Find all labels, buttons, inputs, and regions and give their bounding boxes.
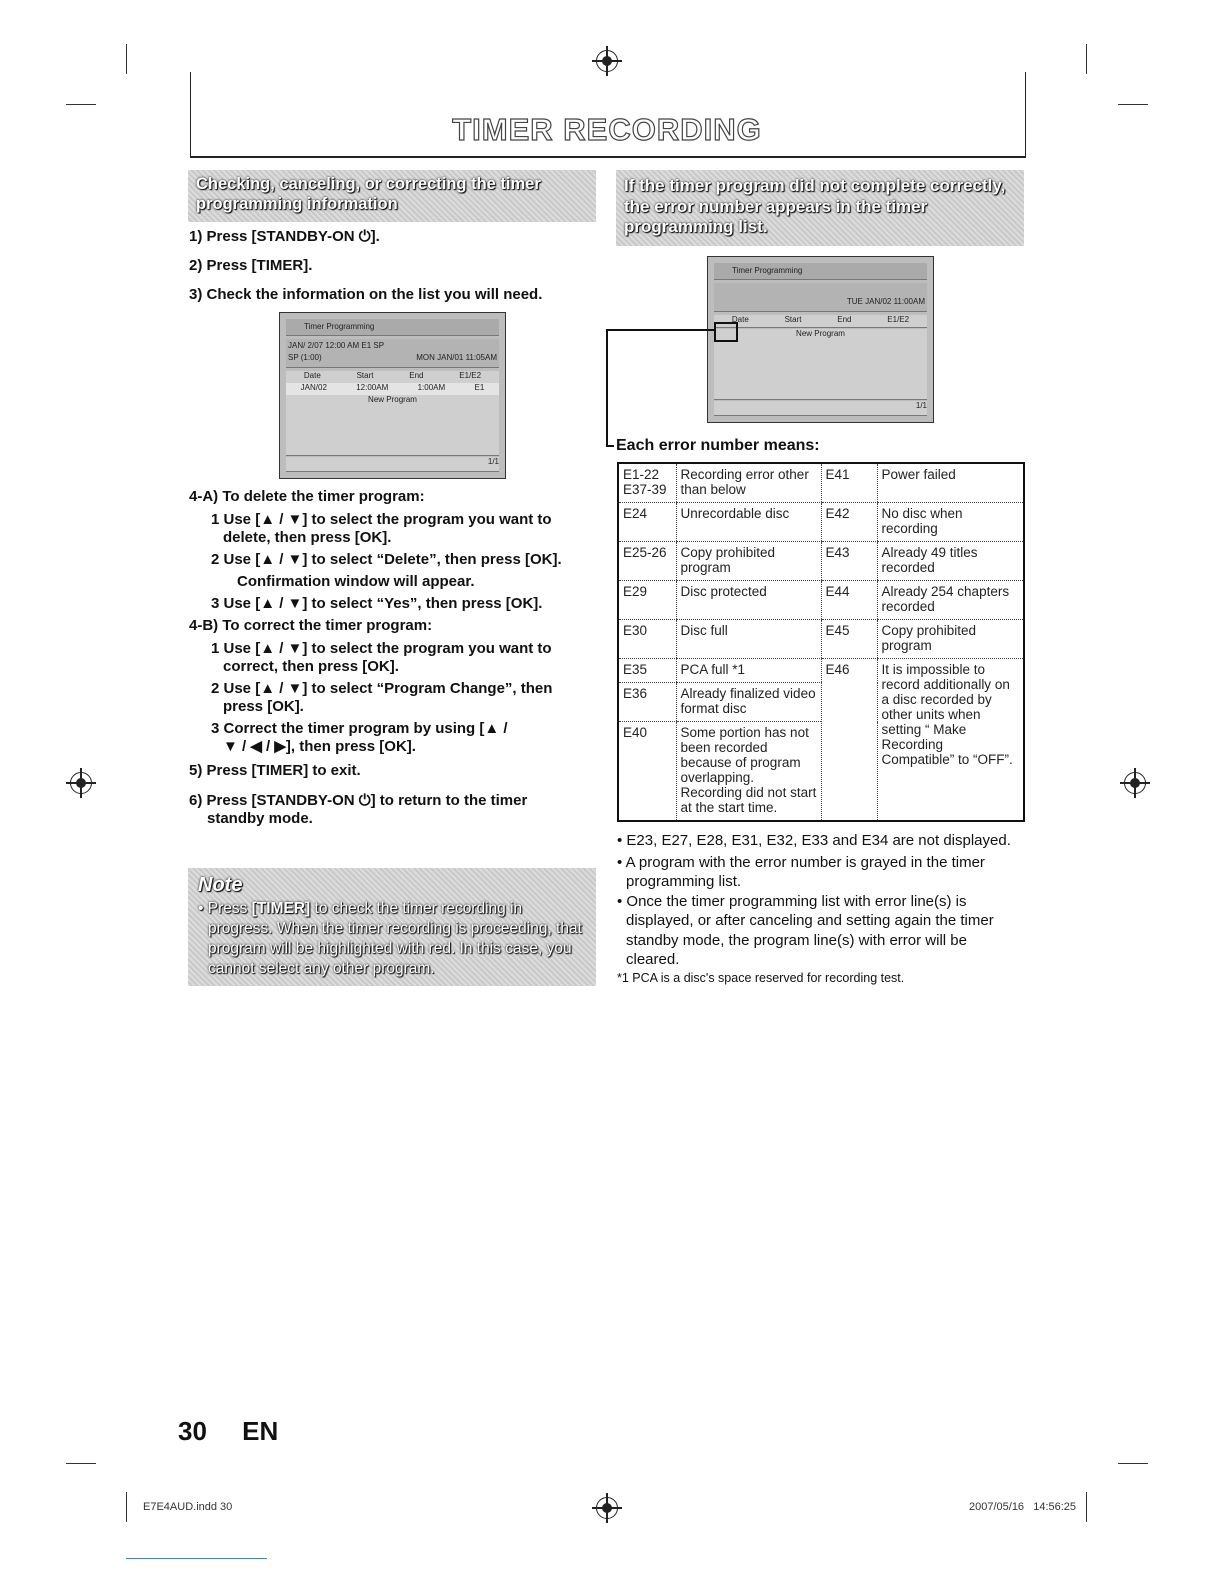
header-date: Date [303,371,321,380]
screen-empty-row [714,385,927,400]
crop-mark [126,44,127,74]
screen-title: Timer Programming [732,266,803,275]
error-desc: Already 49 titles recorded [877,542,1023,581]
section-heading-error: If the timer program did not complete correctly, the error number appears in the timer programming list. [616,170,1024,246]
crop-mark [1118,104,1148,105]
page-number [178,1416,278,1447]
row-start: 12:00AM [356,383,389,392]
error-code: E42 [821,503,877,542]
step-4b-1: 1 Use [▲ / ▼] to select the program you want to correct, then press [OK]. [211,640,552,675]
screen-empty-row [286,443,499,456]
print-timestamp: 2007/05/16 14:56:25 [969,1501,1077,1513]
error-code: E45 [821,620,877,659]
note-text [198,899,586,979]
screen-new-program: New Program [286,395,499,408]
step-4b [189,617,589,756]
crop-mark [1118,1463,1148,1464]
error-code: E25-26 [619,542,676,581]
screen-clock: TUE JAN/02 11:00AM [846,297,925,306]
header-end: End [837,315,852,324]
error-desc: Already 254 chapters recorded [877,581,1023,620]
error-desc: Disc full [676,620,821,659]
registration-mark-icon [1124,772,1146,794]
timer-programming-screen [279,312,506,479]
error-code: E35 [619,659,676,683]
error-code: E24 [619,503,676,542]
callout-line [606,329,714,331]
crop-mark [1086,44,1087,74]
list-item: • Once the timer programming list with error line(s) is displayed, or after canceling and setting again the timer standby mode, the program line(s) with error will be cleared. [617,892,994,968]
note-title: Note [198,874,243,896]
error-desc: Copy prohibited program [877,620,1023,659]
error-desc: No disc when recording [877,503,1023,542]
step-4a-1: 1 Use [▲ / ▼] to select the program you want to delete, then press [OK]. [211,511,552,546]
notes-list [617,831,1017,986]
error-code: E41 [821,464,877,503]
step-4b-3: 3 Correct the timer program by using [▲ / ▼ / ◀ / ▶], then press [OK]. [211,720,508,755]
screen-page-indicator: 1/1 [286,457,499,472]
callout-line [606,329,608,447]
step-4a-title: 4-A) To delete the timer program: [189,488,425,505]
crop-mark [66,1463,96,1464]
error-code: E44 [821,581,877,620]
screen-info-line2: SP (1:00) [288,353,322,362]
note-box [188,868,596,986]
error-code: E40 [623,725,648,740]
error-desc: PCA full *1 [676,659,821,683]
note-timer-key: [TIMER] [251,900,311,917]
bottom-rule [126,1558,267,1559]
error-code: E30 [619,620,676,659]
table-row [619,620,1023,659]
error-code: E43 [821,542,877,581]
row-error: E1 [474,383,485,392]
registration-mark-icon [70,772,92,794]
header-date: Date [731,315,749,324]
error-desc: Recording error other than below [676,464,821,503]
error-desc: Some portion has not been recorded because of program overlapping. Recording did not start at the start time. [676,722,821,821]
table-row [619,659,1023,683]
crop-mark [126,1492,127,1522]
row-date: JAN/02 [300,383,327,392]
footnote: *1 PCA is a disc's space reserved for recording test. [617,970,905,985]
table-row [619,464,1023,503]
callout-highlight [714,322,738,342]
error-desc: Unrecordable disc [676,503,821,542]
header-start: Start [784,315,802,324]
crop-mark [66,104,96,105]
step-4a-3: 3 Use [▲ / ▼] to select “Yes”, then press [OK]. [211,595,543,612]
error-table [619,464,1023,820]
callout-line [606,445,614,447]
table-row [619,503,1023,542]
screen-title-bar [286,319,499,336]
table-row [619,542,1023,581]
note-text-pre: • Press [198,900,252,917]
step-4a-confirm: Confirmation window will appear. [237,573,475,590]
screen-info [714,283,927,312]
page-number-value: 30 [178,1416,207,1446]
error-code: E46 [821,659,877,821]
screen-page-indicator: 1/1 [714,401,927,416]
screen-title: Timer Programming [304,322,375,331]
screen-empty-row [714,343,927,358]
section-heading-checking: Checking, canceling, or correcting the timer programming information [188,170,596,222]
step-1: 1) Press [STANDBY-ON ⏻]. [189,228,380,245]
header-start: Start [356,371,374,380]
row-end: 1:00AM [417,383,446,392]
screen-info-line1: JAN/ 2/07 12:00 AM E1 SP [288,341,385,350]
page-title: TIMER RECORDING [452,112,762,147]
file-name: E7E4AUD.indd 30 [143,1501,233,1513]
language-code: EN [242,1416,279,1446]
error-code: E1-22 E37-39 [619,464,676,503]
error-desc: Power failed [877,464,1023,503]
screen-info [286,339,499,368]
note-text-post: to check the timer recording in progress. When the timer recording is proceeding, that program will be highlighted with red. In this case, you cannot select any other program. [208,900,582,977]
screen-empty-row [714,371,927,386]
steps-1-3 [189,228,589,304]
error-desc: Copy prohibited program [676,542,821,581]
header-error: E1/E2 [887,315,910,324]
crop-mark [1086,1492,1087,1522]
error-desc: Disc protected [676,581,821,620]
header-end: End [409,371,424,380]
screen-column-headers [714,315,927,328]
list-item: • A program with the error number is grayed in the timer programming list. [617,853,985,890]
step-5: 5) Press [TIMER] to exit. [189,762,361,779]
error-desc: It is impossible to record additionally on a disc recorded by other units when setting “ Make Recording Compatible” to “OFF”. [877,659,1023,821]
error-code: E29 [619,581,676,620]
step-4b-title: 4-B) To correct the timer program: [189,617,433,634]
callout-label: Each error number means: [616,437,820,454]
registration-mark-icon [596,50,618,72]
registration-mark-icon [596,1497,618,1519]
step-4a [189,488,589,613]
list-item: • E23, E27, E28, E31, E32, E33 and E34 are not displayed. [617,832,1011,849]
error-desc: Already finalized video format disc [676,683,821,722]
error-table-frame [617,462,1025,822]
error-code: E36 [619,683,676,722]
table-row [619,581,1023,620]
step-4a-2: 2 Use [▲ / ▼] to select “Delete”, then press [OK]. [211,551,562,568]
screen-empty-row [714,357,927,372]
step-6: 6) Press [STANDBY-ON ⏻] to return to the timer standby mode. [189,792,528,827]
screen-new-program: New Program [714,329,927,344]
step-4b-2: 2 Use [▲ / ▼] to select “Program Change”, then press [OK]. [211,680,553,715]
step-2: 2) Press [TIMER]. [189,257,313,274]
screen-clock: MON JAN/01 11:05AM [416,353,497,362]
step-3: 3) Check the information on the list you will need. [189,286,543,303]
error-timer-screen [707,256,934,423]
screen-title-bar [714,263,927,280]
header-error: E1/E2 [459,371,482,380]
